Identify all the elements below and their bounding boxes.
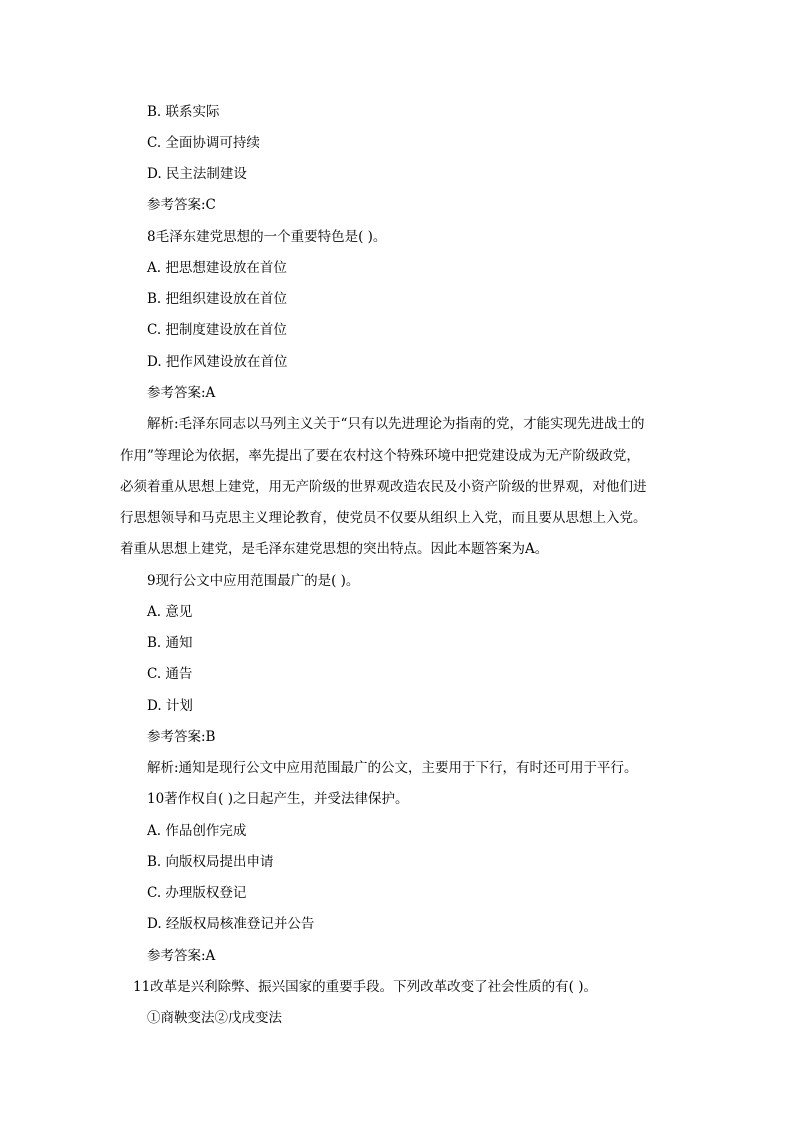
q8-option-a: A. 把思想建设放在首位 bbox=[147, 260, 287, 276]
q10-option-c: C. 办理版权登记 bbox=[147, 885, 247, 901]
q9-explanation: 解析:通知是现行公文中应用范围最广的公文，主要用于下行，有时还可用于平行。 bbox=[147, 760, 638, 776]
q8-explanation-line: 着重从思想上建党，是毛泽东建党思想的突出特点。因此本题答案为A。 bbox=[120, 541, 549, 557]
q9-answer: 参考答案:B bbox=[147, 729, 216, 745]
q7-option-b: B. 联系实际 bbox=[147, 104, 220, 120]
q8-option-d: D. 把作风建设放在首位 bbox=[147, 354, 288, 370]
q8-explanation-line: 解析:毛泽东同志以马列主义关于“只有以先进理论为指南的党，才能实现先进战士的 bbox=[147, 416, 645, 432]
q10-option-d: D. 经版权局核准登记并公告 bbox=[147, 916, 315, 932]
q11-question: 11改革是兴利除弊、振兴国家的重要手段。下列改革改变了社会性质的有( )。 bbox=[133, 979, 598, 995]
q10-answer: 参考答案:A bbox=[147, 948, 216, 964]
q8-explanation-line: 作用”等理论为依据，率先提出了要在农村这个特殊环境中把党建设成为无产阶级政党， bbox=[120, 448, 640, 464]
q7-answer: 参考答案:C bbox=[147, 197, 216, 213]
q8-question: 8毛泽东建党思想的一个重要特色是( )。 bbox=[147, 229, 387, 245]
q9-question: 9现行公文中应用范围最广的是( )。 bbox=[147, 573, 360, 589]
q8-option-b: B. 把组织建设放在首位 bbox=[147, 291, 288, 307]
q9-option-d: D. 计划 bbox=[147, 698, 193, 714]
q9-option-b: B. 通知 bbox=[147, 635, 193, 651]
q8-answer: 参考答案:A bbox=[147, 385, 216, 401]
q9-option-a: A. 意见 bbox=[147, 604, 193, 620]
q9-option-c: C. 通告 bbox=[147, 666, 193, 682]
q7-option-c: C. 全面协调可持续 bbox=[147, 135, 260, 151]
q10-option-a: A. 作品创作完成 bbox=[147, 823, 247, 839]
q10-question: 10著作权自( )之日起产生，并受法律保护。 bbox=[147, 791, 409, 807]
q8-explanation-line: 行思想领导和马克思主义理论教育，使党员不仅要从组织上入党，而且要从思想上入党。 bbox=[120, 510, 647, 526]
q8-option-c: C. 把制度建设放在首位 bbox=[147, 322, 287, 338]
q8-explanation-line: 必须着重从思想上建党，用无产阶级的世界观改造农民及小资产阶级的世界观，对他们进 bbox=[120, 479, 647, 495]
q10-option-b: B. 向版权局提出申请 bbox=[147, 854, 274, 870]
q7-option-d: D. 民主法制建设 bbox=[147, 166, 247, 182]
q11-item-line: ①商鞅变法②戊戌变法 bbox=[147, 1010, 282, 1026]
